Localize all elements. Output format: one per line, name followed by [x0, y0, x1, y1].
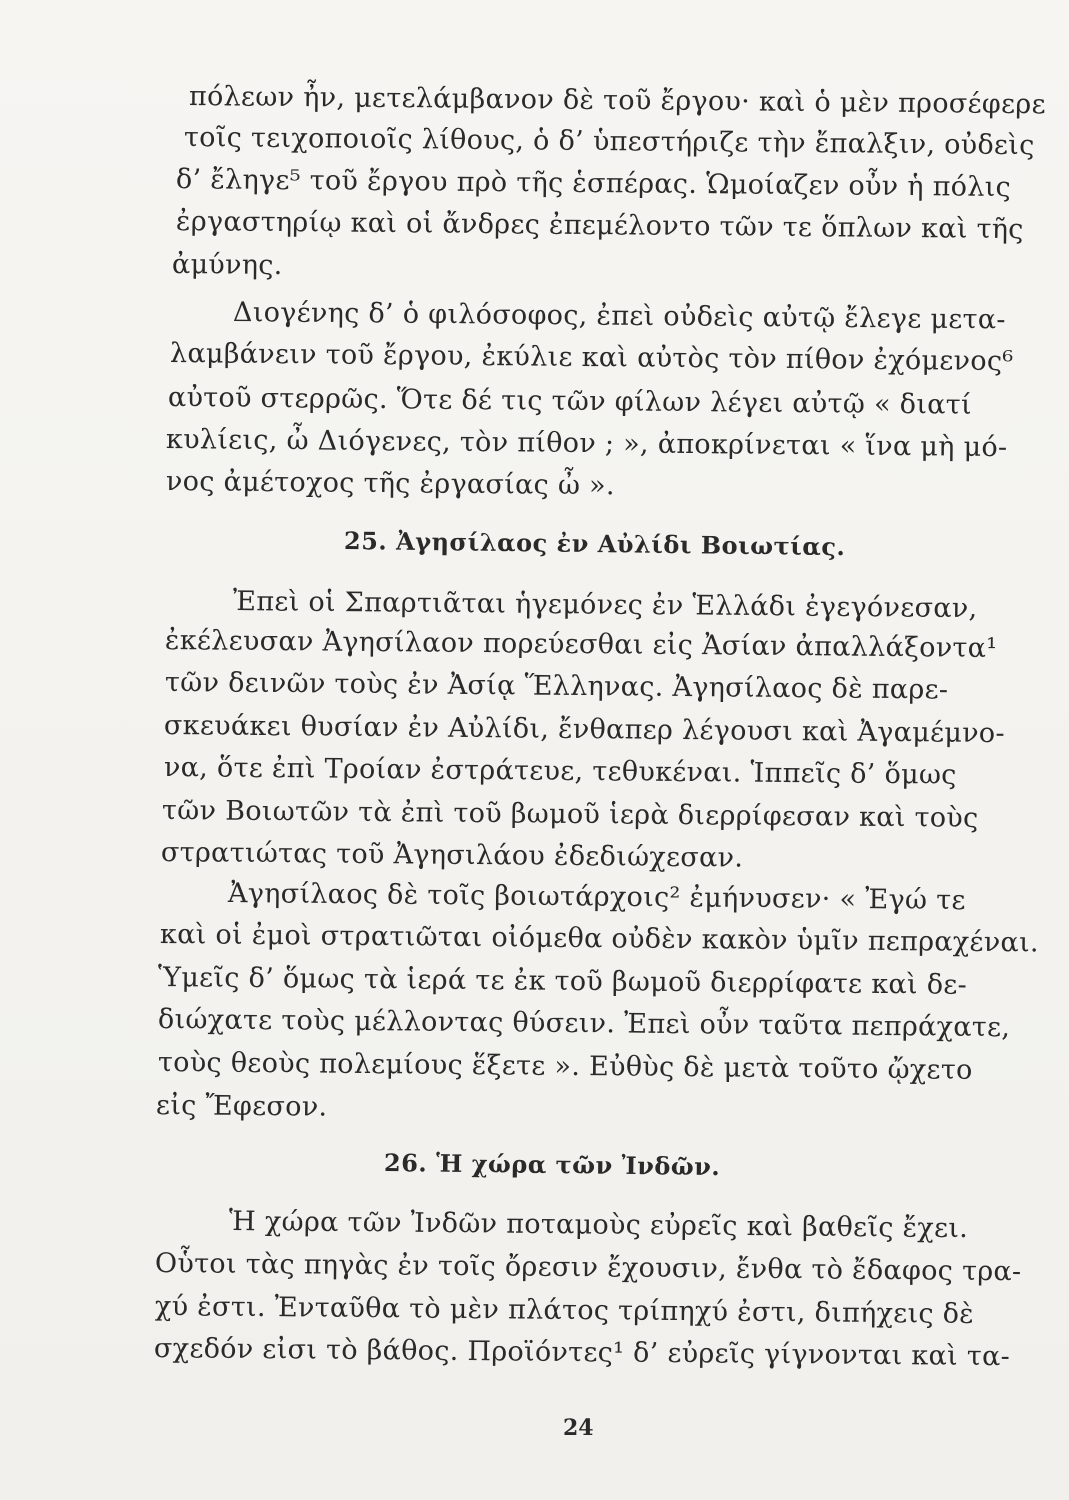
text-line: ἐργαστηρίῳ καὶ οἱ ἄνδρες ἐπεμέλοντο τῶν τε ὅπλων καὶ τῆς [175, 206, 1024, 246]
section-heading-26: 26. Ἡ χώρα τῶν Ἰνδῶν. [383, 1148, 721, 1182]
text-line: Διογένης δ’ ὁ φιλόσοφος, ἐπεὶ οὐδεὶς αὐτῷ ἔλεγε μετα- [232, 297, 1006, 336]
text-line: δ’ ἔληγε⁵ τοῦ ἔργου πρὸ τῆς ἑσπέρας. Ὡμοίαζεν οὖν ἡ πόλις [175, 164, 1012, 204]
text-line: σκευάκει θυσίαν ἐν Αὐλίδι, ἔνθαπερ λέγουσι καὶ Ἀγαμέμνο- [163, 710, 1006, 750]
text-line: τῶν Βοιωτῶν τὰ ἐπὶ τοῦ βωμοῦ ἱερὰ διερρίφεσαν καὶ τοὺς [161, 795, 979, 834]
text-line: αὐτοῦ στερρῶς. Ὅτε δέ τις τῶν φίλων λέγει αὐτῷ « διατί [167, 382, 972, 421]
text-line: νος ἀμέτοχος τῆς ἐργασίας ὦ ». [165, 466, 615, 502]
text-line: Ἀγησίλαος δὲ τοῖς βοιωτάρχοις² ἐμήνυσεν· « Ἐγώ τε [227, 878, 966, 917]
text-line: να, ὅτε ἐπὶ Τροίαν ἐστράτευε, τεθυκέναι. Ἱππεῖς δ’ ὅμως [163, 752, 957, 791]
text-line: τοῖς τειχοποιοῖς λίθους, ὁ δ’ ὑπεστήριζε τὴν ἔπαλξιν, οὐδεὶς [183, 122, 1035, 162]
text-line: διώχατε τοὺς μέλλοντας θύσειν. Ἐπεὶ οὖν ταῦτα πεπράχατε, [157, 1004, 1011, 1044]
text-line: λαμβάνειν τοῦ ἔργου, ἐκύλιε καὶ αὐτὸς τὸν πίθον ἐχόμενος⁶ [169, 338, 1014, 378]
text-line: πόλεων ἦν, μετελάμβανον δὲ τοῦ ἔργου· καὶ ὁ μὲν προσέφερε [188, 81, 1046, 121]
text-line: καὶ οἱ ἐμοὶ στρατιῶται οἰόμεθα οὐδὲν κακὸν ὑμῖν πεπραχέναι. [159, 919, 1039, 959]
text-line: Ὑμεῖς δ’ ὅμως τὰ ἱερά τε ἐκ τοῦ βωμοῦ διερρίφατε καὶ δε- [157, 962, 968, 1001]
text-line: χύ ἐστι. Ἐνταῦθα τὸ μὲν πλάτος τρίπηχύ ἐστι, διπήχεις δὲ [154, 1291, 975, 1330]
text-line: ἐκέλευσαν Ἀγησίλαον πορεύεσθαι εἰς Ἀσίαν ἀπαλλάξοντα¹ [164, 625, 998, 664]
text-line: εἰς Ἔφεσον. [155, 1090, 328, 1123]
text-line: σχεδόν εἰσι τὸ βάθος. Προϊόντες¹ δ’ εὐρεῖς γίγνονται καὶ τα- [153, 1333, 1011, 1373]
text-line: Ἡ χώρα τῶν Ἰνδῶν ποταμοὺς εὐρεῖς καὶ βαθεῖς ἔχει. [228, 1206, 969, 1245]
text-line: τῶν δεινῶν τοὺς ἐν Ἀσίᾳ Ἕλληνας. Ἀγησίλαος δὲ παρε- [164, 667, 949, 706]
text-line: ἀμύνης. [171, 249, 283, 282]
text-line: Ἐπεὶ οἱ Σπαρτιᾶται ἡγεμόνες ἐν Ἑλλάδι ἐγεγόνεσαν, [232, 586, 978, 625]
section-heading-25: 25. Ἀγησίλαος ἐν Αὐλίδι Βοιωτίας. [343, 526, 846, 562]
text-line: κυλίεις, ὦ Διόγενες, τὸν πίθον ; », ἀποκρίνεται « ἵνα μὴ μό- [165, 424, 1008, 464]
text-line: Οὗτοι τὰς πηγὰς ἐν τοῖς ὄρεσιν ἔχουσιν, ἔνθα τὸ ἔδαφος τρα- [154, 1248, 1022, 1288]
page-number: 24 [563, 1415, 594, 1441]
text-line: τοὺς θεοὺς πολεμίους ἕξετε ». Εὐθὺς δὲ μετὰ τοῦτο ᾤχετο [157, 1047, 973, 1086]
text-line: στρατιώτας τοῦ Ἀγησιλάου ἐδεδιώχεσαν. [160, 837, 744, 874]
